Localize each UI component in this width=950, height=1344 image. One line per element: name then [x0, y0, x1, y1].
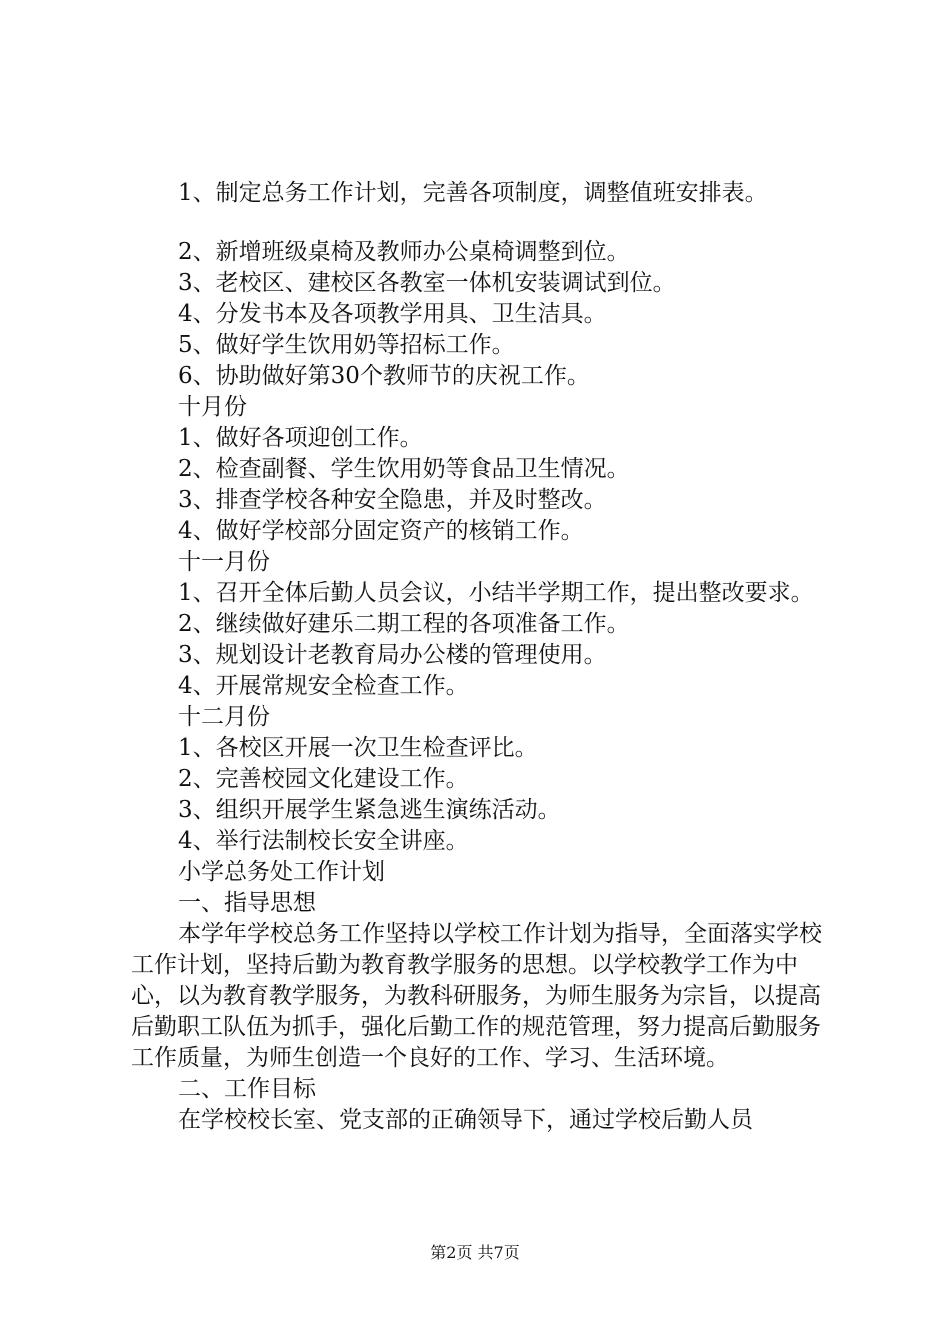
section-heading: 十一月份 [178, 549, 270, 575]
paragraph: 6、协助做好第30个教师节的庆祝工作。 [178, 363, 590, 389]
paragraph: 3、老校区、建校区各教室一体机安装调试到位。 [178, 270, 676, 296]
paragraph: 1、各校区开展一次卫生检查评比。 [178, 735, 538, 761]
paragraph: 2、新增班级桌椅及教师办公桌椅调整到位。 [178, 239, 630, 265]
paragraph: 4、开展常规安全检查工作。 [178, 673, 469, 699]
page-footer: 第2页 共7页 [430, 1243, 520, 1262]
paragraph: 1、制定总务工作计划，完善各项制度，调整值班安排表。 [178, 180, 768, 206]
section-heading: 一、指导思想 [178, 890, 316, 916]
paragraph: 5、做好学生饮用奶等招标工作。 [178, 332, 515, 358]
paragraph: 3、规划设计老教育局办公楼的管理使用。 [178, 642, 607, 668]
section-heading: 十二月份 [178, 704, 270, 730]
paragraph: 本学年学校总务工作坚持以学校工作计划为指导，全面落实学校工作计划，坚持后勤为教育教学服务的思想。以学校教学工作为中心，以为教育教学服务，为教科研服务，为师生服务为宗旨，以提高后勤职工队伍为抓手，强化后勤工作的规范管理，努力提高后勤服务工作质量，为师生创造一个良好的工作、学习、生活环境。 [131, 921, 822, 1071]
document-title: 小学总务处工作计划 [178, 859, 385, 885]
paragraph: 在学校校长室、党支部的正确领导下，通过学校后勤人员 [178, 1107, 753, 1133]
paragraph: 1、做好各项迎创工作。 [178, 425, 423, 451]
paragraph: 2、检查副餐、学生饮用奶等食品卫生情况。 [178, 456, 630, 482]
paragraph: 2、完善校园文化建设工作。 [178, 766, 469, 792]
paragraph: 4、做好学校部分固定资产的核销工作。 [178, 518, 584, 544]
paragraph: 2、继续做好建乐二期工程的各项准备工作。 [178, 611, 630, 637]
paragraph: 4、分发书本及各项教学用具、卫生洁具。 [178, 301, 607, 327]
paragraph: 4、举行法制校长安全讲座。 [178, 828, 469, 854]
section-heading: 二、工作目标 [178, 1076, 316, 1102]
paragraph: 1、召开全体后勤人员会议，小结半学期工作，提出整改要求。 [178, 580, 814, 606]
document-body [131, 175, 836, 1136]
paragraph: 3、排查学校各种安全隐患，并及时整改。 [178, 487, 607, 513]
section-heading: 十月份 [178, 394, 247, 420]
paragraph: 3、组织开展学生紧急逃生演练活动。 [178, 797, 561, 823]
